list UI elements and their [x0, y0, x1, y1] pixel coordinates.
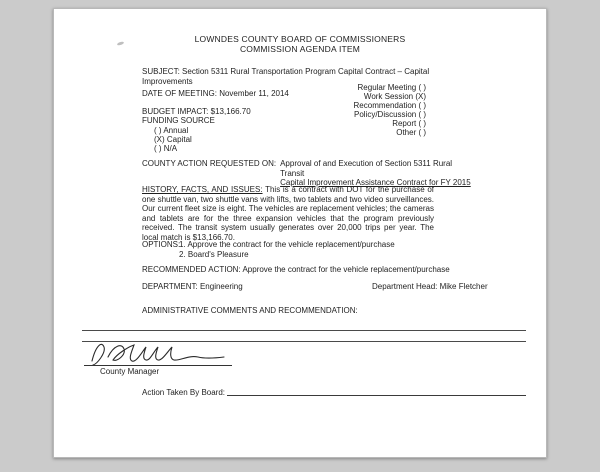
action-taken-row: [142, 388, 526, 398]
action-taken-label: Action Taken By Board:: [142, 388, 226, 397]
department-head-label: Department Head:: [372, 282, 438, 291]
county-action-line2: Capital Improvement Assistance Contract for FY 2015: [280, 178, 471, 187]
history-label: HISTORY, FACTS, AND ISSUES:: [142, 185, 263, 194]
check-recommendation: Recommendation ( ): [353, 101, 426, 110]
signature-line: [84, 365, 232, 366]
date-of-meeting-label: DATE OF MEETING:: [142, 89, 217, 98]
signature-scribble: [84, 339, 234, 367]
history-text: This is a contract with DOT for the purchase of one shuttle van, two shuttle vans with lifts, two tablets and two video surveillances. Our current fleet size is eight. The vehicles are replacement vehicles; the cameras and tablets are for the three expansion vehicles that the program previously received. The transit system usually generates over 20,000 trips per year. The local match is $13,166.70.: [142, 185, 435, 242]
funding-option-na: ( ) N/A: [154, 143, 178, 153]
recommended-action-line: [142, 265, 450, 275]
check-regular-meeting: Regular Meeting ( ): [357, 83, 426, 92]
department-head-value: Mike Fletcher: [439, 282, 488, 291]
options-label: OPTIONS:: [142, 240, 181, 249]
org-title: LOWNDES COUNTY BOARD OF COMMISSIONERS: [194, 34, 406, 44]
county-action-line1: Approval of and Execution of Section 5311 Rural Transit: [280, 159, 453, 178]
funding-source-label: FUNDING SOURCE: [142, 116, 215, 125]
subject-label: SUBJECT:: [142, 67, 180, 76]
signature-title: County Manager: [100, 367, 160, 376]
department-label: DEPARTMENT:: [142, 282, 198, 291]
recommended-action-label: RECOMMENDED ACTION:: [142, 265, 241, 274]
document-header: [54, 35, 546, 54]
action-taken-blank-line: [227, 388, 526, 396]
administrative-comments-label: ADMINISTRATIVE COMMENTS AND RECOMMENDATION:: [142, 306, 358, 315]
department-row: [142, 282, 488, 292]
funding-source-block: [142, 116, 215, 153]
check-report: Report ( ): [392, 119, 426, 128]
subject-text: Section 5311 Rural Transportation Program Capital Contract – Capital Improvements: [142, 67, 430, 86]
meeting-type-checklist: [296, 83, 426, 137]
budget-impact-value: $13,166.70: [210, 107, 251, 116]
options-block: [142, 240, 442, 259]
funding-option-annual: ( ) Annual: [154, 125, 189, 135]
budget-impact-label: BUDGET IMPACT:: [142, 107, 209, 116]
history-block: [142, 185, 434, 242]
date-of-meeting-line: [142, 89, 289, 99]
option-item-2: 2. Board's Pleasure: [179, 249, 249, 259]
check-work-session: Work Session (X): [363, 92, 426, 101]
document-page: [53, 8, 547, 458]
funding-option-capital: (X) Capital: [154, 134, 192, 144]
comments-rule-line-1: [82, 330, 526, 331]
county-action-label: COUNTY ACTION REQUESTED ON:: [142, 159, 277, 168]
check-policy-discussion: Policy/Discussion ( ): [353, 110, 426, 119]
check-other: Other ( ): [396, 128, 426, 137]
date-of-meeting-value: November 11, 2014: [219, 89, 289, 98]
department-value: Engineering: [199, 282, 243, 291]
doc-type-title: COMMISSION AGENDA ITEM: [239, 43, 361, 54]
recommended-action-text: Approve the contract for the vehicle replacement/purchase: [242, 265, 450, 274]
county-action-block: [142, 159, 472, 188]
option-item-1: 1. Approve the contract for the vehicle replacement/purchase: [179, 240, 395, 249]
